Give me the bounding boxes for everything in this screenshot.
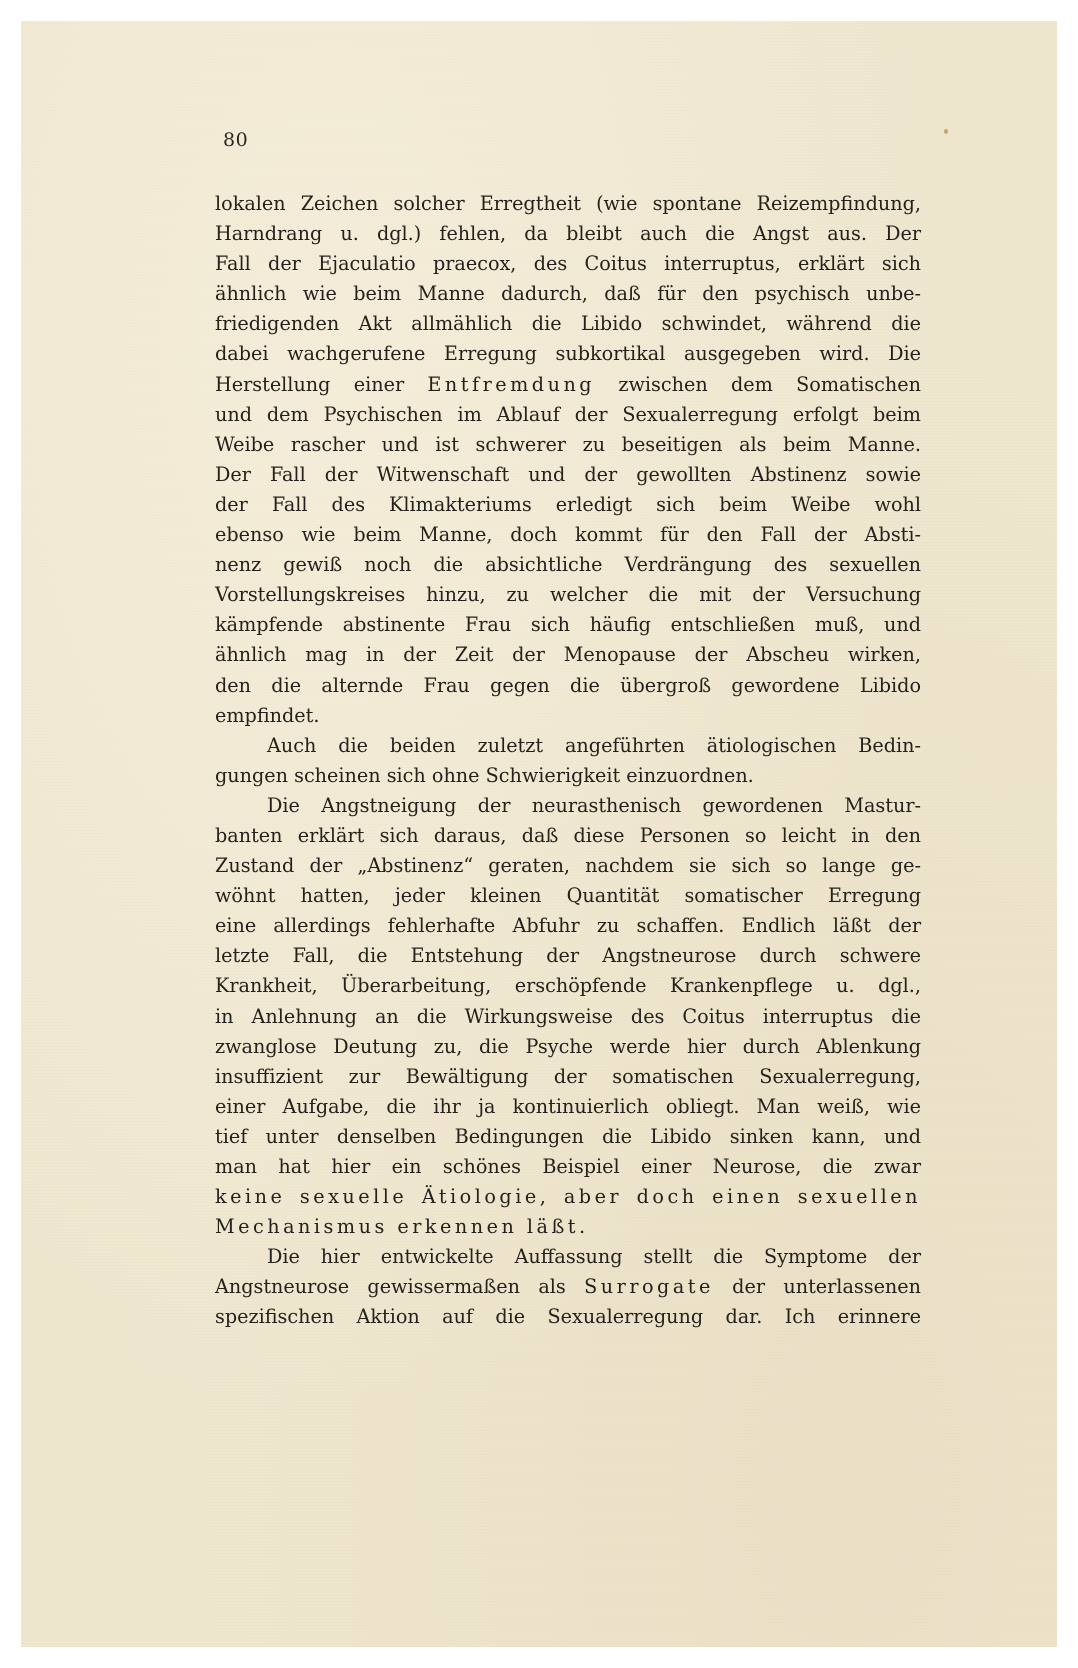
text-line: Die hier entwickelte Auffassung stellt die Symptome der xyxy=(267,1245,921,1269)
text-line: Die Angstneigung der neurasthenisch gewordenen Mastur- xyxy=(267,793,921,817)
text-line: tief unter denselben Bedingungen die Libido sinken kann, und xyxy=(215,1124,921,1148)
emphasized-spaced-text: Surrogate xyxy=(584,1275,714,1299)
text-line: Krankheit, Überarbeitung, erschöpfende Krankenpflege u. dgl., xyxy=(215,974,921,998)
text-run: zwischen dem Somatischen xyxy=(595,372,921,396)
text-run: Angstneurose gewissermaßen als xyxy=(215,1275,585,1299)
text-run: Herstellung einer xyxy=(215,372,428,396)
text-run: . xyxy=(579,1215,586,1239)
text-line: kämpfende abstinente Frau sich häufig entschließen muß, und xyxy=(215,613,921,637)
text-line: Harndrang u. dgl.) fehlen, da bleibt auch die Angst aus. Der xyxy=(215,222,921,246)
book-page xyxy=(21,21,1057,1647)
text-line: den die alternde Frau gegen die übergroß gewordene Libido xyxy=(215,673,921,697)
text-line: zwanglose Deutung zu, die Psyche werde hier durch Ablenkung xyxy=(215,1034,921,1058)
text-line: einer Aufgabe, die ihr ja kontinuierlich obliegt. Man weiß, wie xyxy=(215,1094,921,1118)
emphasized-spaced-text: Entfremdung xyxy=(427,372,596,396)
text-line: und dem Psychischen im Ablauf der Sexualerregung erfolgt beim xyxy=(215,402,921,426)
text-line: letzte Fall, die Entstehung der Angstneurose durch schwere xyxy=(215,944,921,968)
text-line: ähnlich wie beim Manne dadurch, daß für den psychisch unbe- xyxy=(215,282,921,306)
text-line: man hat hier ein schönes Beispiel einer Neurose, die zwar xyxy=(215,1155,921,1178)
text-line: Fall der Ejaculatio praecox, des Coitus interruptus, erklärt sich xyxy=(215,252,921,276)
text-line: banten erklärt sich daraus, daß diese Personen so leicht in den xyxy=(215,823,921,847)
text-line: insuffizient zur Bewältigung der somatischen Sexualerregung, xyxy=(215,1064,921,1088)
text-run: der unterlassenen xyxy=(713,1275,922,1299)
text-line xyxy=(215,1182,921,1212)
text-line: Weibe rascher und ist schwerer zu beseitigen als beim Manne. xyxy=(215,432,921,456)
text-line xyxy=(215,370,921,400)
text-line: in Anlehnung an die Wirkungsweise des Coitus interruptus die xyxy=(215,1004,921,1028)
text-line: dabei wachgerufene Erregung subkortikal ausgegeben wird. Die xyxy=(215,342,921,366)
text-line: nenz gewiß noch die absichtliche Verdrängung des sexuellen xyxy=(215,553,921,577)
text-line: eine allerdings fehlerhafte Abfuhr zu schaffen. Endlich läßt der xyxy=(215,914,921,938)
text-line: spezifischen Aktion auf die Sexualerregung dar. Ich erinnere xyxy=(215,1305,921,1329)
text-line: wöhnt hatten, jeder kleinen Quantität somatischer Erregung xyxy=(215,884,921,908)
text-line xyxy=(215,1212,921,1242)
text-line: empfindet. xyxy=(215,703,320,727)
text-line: ebenso wie beim Manne, doch kommt für den Fall der Absti- xyxy=(215,523,921,547)
text-line: Zustand der „Abstinenz“ geraten, nachdem sie sich so lange ge- xyxy=(215,854,921,878)
text-line xyxy=(215,1272,921,1302)
text-line: ähnlich mag in der Zeit der Menopause der Abscheu wirken, xyxy=(215,643,921,667)
emphasized-spaced-text: keine sexuelle Ätiologie, aber doch einen sexuellen xyxy=(215,1185,921,1209)
text-line: friedigenden Akt allmählich die Libido schwindet, während die xyxy=(215,312,921,336)
text-line: Der Fall der Witwenschaft und der gewollten Abstinenz sowie xyxy=(215,462,921,486)
text-line: der Fall des Klimakteriums erledigt sich beim Weibe wohl xyxy=(215,492,921,516)
page-number: 80 xyxy=(223,129,249,151)
text-line: lokalen Zeichen solcher Erregtheit (wie spontane Reizempfindung, xyxy=(215,192,921,215)
emphasized-spaced-text: Mechanismus erkennen läßt xyxy=(215,1215,580,1239)
paper-speck xyxy=(944,129,948,134)
text-line: Vorstellungskreises hinzu, zu welcher die mit der Versuchung xyxy=(215,583,921,607)
body-text xyxy=(215,189,921,1333)
text-line: Auch die beiden zuletzt angeführten ätiologischen Bedin- xyxy=(267,733,921,757)
text-line: gungen scheinen sich ohne Schwierigkeit einzuordnen. xyxy=(215,763,754,787)
